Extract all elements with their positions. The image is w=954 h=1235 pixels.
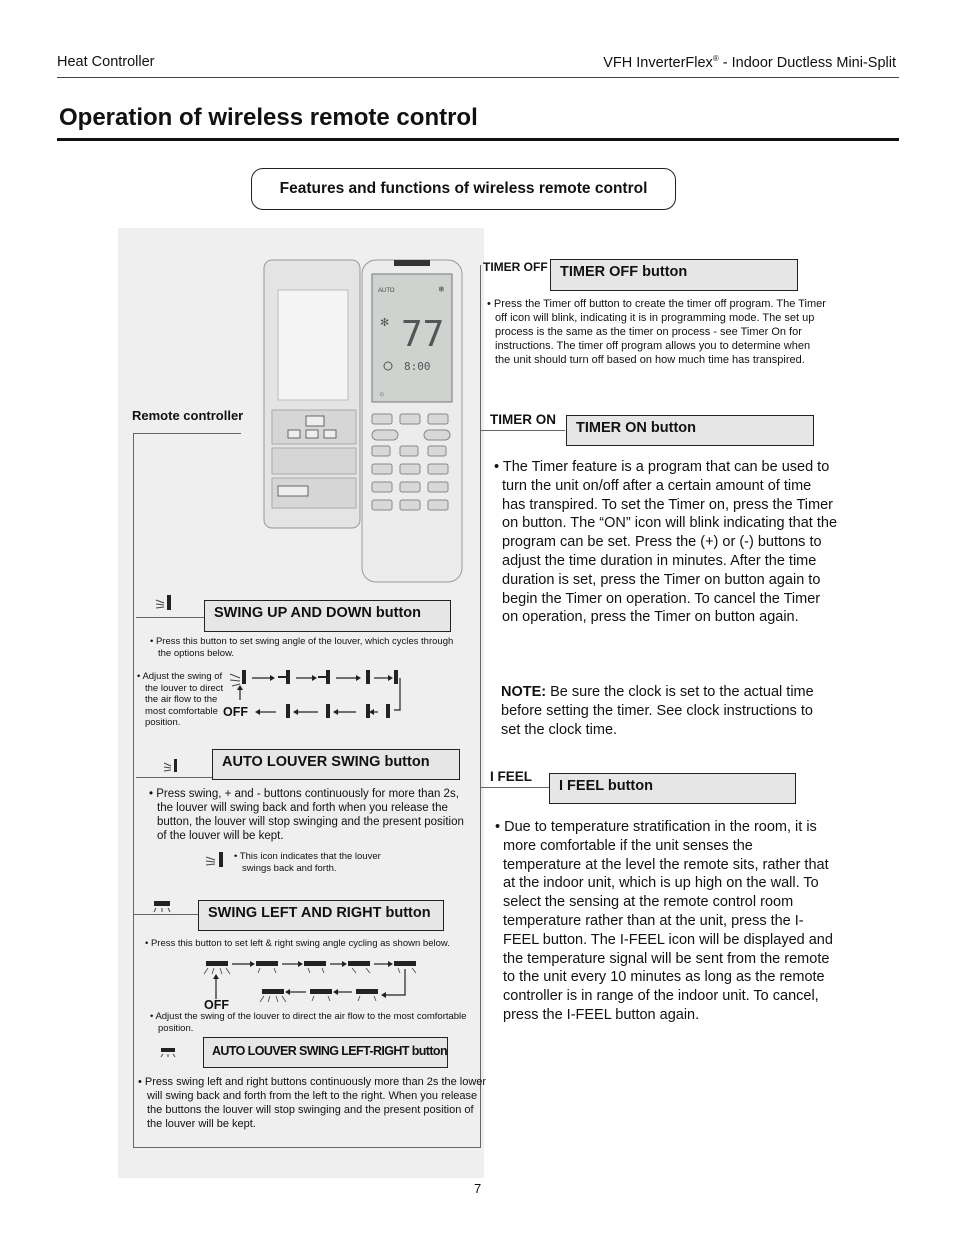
i-feel-button-label: I FEEL button	[549, 773, 796, 804]
timer-on-button-label: TIMER ON button	[566, 415, 814, 446]
timer-off-tag: TIMER OFF	[483, 260, 548, 274]
leader-line	[481, 430, 565, 431]
leader-line	[136, 777, 212, 778]
auto-louver-icon-note: • This icon indicates that the louver swings back and forth.	[234, 851, 381, 874]
swing-left-right-adjust-note: • Adjust the swing of the louver to direct the air flow to the most comfortable position.	[150, 1011, 467, 1034]
section-title: Features and functions of wireless remote control	[251, 168, 676, 210]
swing-up-down-description: • Press this button to set swing angle of the louver, which cycles through the options below.	[150, 636, 454, 659]
note-label: NOTE:	[501, 684, 547, 700]
header-rule	[57, 77, 899, 78]
swing-up-down-button-label: SWING UP AND DOWN button	[204, 600, 451, 632]
header-left: Heat Controller	[57, 54, 155, 70]
auto-louver-left-right-button-label: AUTO LOUVER SWING LEFT-RIGHT button	[203, 1037, 448, 1068]
swing-left-right-button-label: SWING LEFT AND RIGHT button	[198, 900, 444, 931]
leader-line	[134, 914, 198, 915]
display-time: 8:00	[404, 360, 431, 373]
i-feel-description: • Due to temperature stratification in the room, it is more comfortable if the unit senses the temperature at the level the remote sits, rather that at the indoor unit, which is up high on the wall. To select the sensing at the remote control room temperature rather than at the unit, press the I-FEEL button. The I-FEEL icon will be displayed and the temperature signal will be sent from the remote to the unit every 10 minutes as long as the remote controller is in range of the indoor unit. To cancel, press the I-FEEL button again.	[495, 819, 833, 1023]
page-number: 7	[474, 1181, 482, 1196]
svg-text:❄: ❄	[438, 285, 445, 294]
leader-line	[133, 433, 134, 1147]
remote-controller-label: Remote controller	[132, 408, 244, 423]
header-product-suffix: - Indoor Ductless Mini-Split	[718, 54, 896, 71]
svg-text:✻: ✻	[380, 317, 390, 329]
swing-up-down-icon	[154, 594, 174, 612]
swing-up-down-adjust-note: • Adjust the swing of the louver to direct the air flow to the most comfortable position.	[137, 671, 224, 728]
page-title: Operation of wireless remote control	[59, 104, 478, 131]
note-text: Be sure the clock is set to the actual time before setting the timer. See clock instructions to set the clock time.	[501, 684, 814, 738]
leader-line	[136, 617, 204, 618]
header-right	[603, 54, 896, 71]
timer-off-description: • Press the Timer off button to create the timer off program. The Timer off icon will blink, indicating it is in programming mode. The set up process is the same as the timer on process - see Timer On for instructions. The timer off program allows you to determine when the unit should turn off based on how much time has transpired.	[487, 298, 826, 366]
title-rule	[57, 138, 899, 141]
swing-left-right-icon	[151, 899, 173, 913]
auto-louver-swing-icon	[162, 758, 180, 774]
leader-line	[481, 787, 549, 788]
swing-left-right-description: • Press this button to set left & right swing angle cycling as shown below.	[145, 938, 450, 949]
auto-louver-left-right-description: • Press swing left and right buttons continuously more than 2s the lower will swing back and forth from the left to the right. When you release the buttons the louver will stop swinging and the present position of the louver will be kept.	[138, 1076, 487, 1130]
auto-louver-swing-description: • Press swing, + and - buttons continuously for more than 2s, the louver will swing back and forth when you release the button, the louver will stop swinging and the present position of the louver will be kept.	[149, 788, 464, 842]
i-feel-tag: I FEEL	[490, 769, 533, 784]
leader-line	[133, 433, 241, 434]
display-temperature: 77	[401, 314, 445, 355]
header-product: VFH InverterFlex	[603, 54, 713, 71]
timer-on-tag: TIMER ON	[490, 412, 556, 427]
timer-note	[501, 683, 823, 739]
timer-on-description: • The Timer feature is a program that can be used to turn the unit on/off after a certain amount of time has transpired. To set the Timer on, press the Timer on button. The “ON” icon will blink indicating that the program can be set. Press the (+) or (-) buttons to adjust the time duration in minutes. After the time duration is set, press the Timer on button again to begin the Timer on operation. To cancel the Timer on operation, press the Timer on button again.	[494, 459, 838, 626]
remote-controller-image	[258, 256, 468, 586]
timer-off-button-label: TIMER OFF button	[550, 259, 798, 291]
louver-swing-indicator-icon	[204, 850, 226, 870]
svg-text:AUTO: AUTO	[378, 288, 395, 294]
svg-text:☼: ☼	[378, 389, 386, 398]
swing-up-down-cycle-diagram	[226, 664, 416, 724]
registered-mark: ®	[712, 54, 719, 63]
swing-left-right-cycle-diagram	[200, 955, 422, 1005]
auto-louver-left-right-icon	[159, 1046, 177, 1058]
swing-left-right-off-label: OFF	[204, 998, 229, 1012]
swing-up-down-off-label: OFF	[223, 705, 248, 719]
leader-line	[480, 265, 481, 1148]
leader-line	[133, 1147, 481, 1148]
auto-louver-swing-button-label: AUTO LOUVER SWING button	[212, 749, 460, 780]
